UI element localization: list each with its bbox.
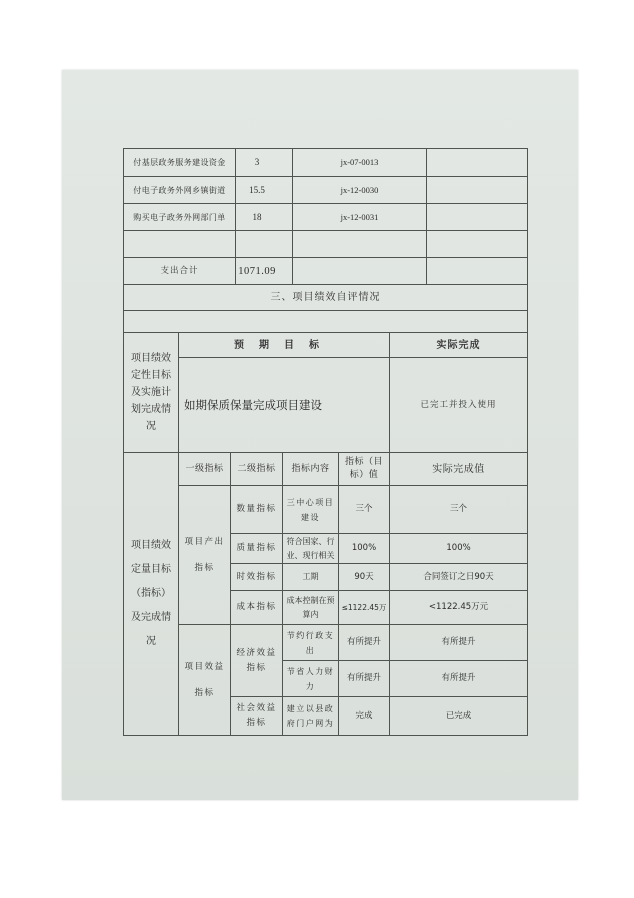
qualitative-content-row xyxy=(124,358,528,453)
indicator-target: 100% xyxy=(339,534,390,564)
actual-completion-text: 已完工并投入使用 xyxy=(390,358,528,453)
expenditure-item: 购买电子政务外网部门单 xyxy=(124,204,236,231)
empty-row xyxy=(124,311,528,333)
section-title-row xyxy=(124,285,528,311)
quantitative-header-row xyxy=(124,453,528,486)
indicator-content: 工期 xyxy=(283,564,339,591)
performance-report-table xyxy=(123,148,527,736)
expenditure-row xyxy=(124,177,528,204)
indicator-actual: 三个 xyxy=(390,486,528,534)
benefit-indicator-tier1: 项目效益指标 xyxy=(179,625,231,736)
indicator-content: 符合国家、行业、现行相关 xyxy=(283,534,339,564)
indicator-target: 完成 xyxy=(339,697,390,736)
expenditure-amount: 3 xyxy=(236,149,293,177)
empty-cell xyxy=(124,311,528,333)
indicator-row xyxy=(124,486,528,534)
expenditure-item: 付基层政务服务建设资金 xyxy=(124,149,236,177)
indicator-tier2: 时效指标 xyxy=(231,564,283,591)
empty-cell xyxy=(236,231,293,258)
voucher-code: jx-12-0030 xyxy=(293,177,427,204)
performance-table xyxy=(123,284,528,736)
qualitative-header-row xyxy=(124,333,528,358)
indicator-content: 建立以县政府门户网为 xyxy=(283,697,339,736)
tier2-header: 二级指标 xyxy=(231,453,283,486)
indicator-content: 成本控制在预算内 xyxy=(283,591,339,625)
indicator-target: 90天 xyxy=(339,564,390,591)
total-amount: 1071.09 xyxy=(236,258,293,285)
actual-value-header: 实际完成值 xyxy=(390,453,528,486)
target-header: 指标（目标）值 xyxy=(339,453,390,486)
indicator-actual: 100% xyxy=(390,534,528,564)
indicator-target: ≤1122.45万 xyxy=(339,591,390,625)
expected-goal-header: 预期目标 xyxy=(179,333,390,358)
indicator-tier2: 数量指标 xyxy=(231,486,283,534)
indicator-actual: 有所提升 xyxy=(390,661,528,697)
indicator-actual: 已完成 xyxy=(390,697,528,736)
expenditure-amount: 18 xyxy=(236,204,293,231)
expenditure-row xyxy=(124,149,528,177)
social-indicator-tier2: 社会效益指标 xyxy=(231,697,283,736)
indicator-tier2: 质量指标 xyxy=(231,534,283,564)
actual-completion-header: 实际完成 xyxy=(390,333,528,358)
content-header: 指标内容 xyxy=(283,453,339,486)
total-row xyxy=(124,258,528,285)
indicator-row xyxy=(124,625,528,661)
expenditure-item: 付电子政务外网乡镇街道 xyxy=(124,177,236,204)
indicator-actual: 合同签订之日90天 xyxy=(390,564,528,591)
indicator-target: 有所提升 xyxy=(339,625,390,661)
indicator-target: 三个 xyxy=(339,486,390,534)
note-cell xyxy=(427,149,528,177)
indicator-content: 节省人力财力 xyxy=(283,661,339,697)
expenditure-row xyxy=(124,204,528,231)
expenditure-amount: 15.5 xyxy=(236,177,293,204)
note-cell xyxy=(427,204,528,231)
indicator-target: 有所提升 xyxy=(339,661,390,697)
voucher-code: jx-12-0031 xyxy=(293,204,427,231)
economic-indicator-tier2: 经济效益指标 xyxy=(231,625,283,697)
empty-row xyxy=(124,231,528,258)
tier1-header: 一级指标 xyxy=(179,453,231,486)
empty-cell xyxy=(427,231,528,258)
indicator-actual: 有所提升 xyxy=(390,625,528,661)
voucher-code: jx-07-0013 xyxy=(293,149,427,177)
indicator-content: 节约行政支出 xyxy=(283,625,339,661)
empty-cell xyxy=(124,231,236,258)
expenditure-table xyxy=(123,148,528,285)
indicator-content: 三中心项目建设 xyxy=(283,486,339,534)
qualitative-goal-label: 项目绩效定性目标及实施计划完成情况 xyxy=(124,333,179,453)
indicator-tier2: 成本指标 xyxy=(231,591,283,625)
output-indicator-tier1: 项目产出指标 xyxy=(179,486,231,625)
indicator-actual: <1122.45万元 xyxy=(390,591,528,625)
section-title: 三、项目绩效自评情况 xyxy=(124,285,528,311)
expected-goal-text: 如期保质保量完成项目建设 xyxy=(179,358,390,453)
empty-cell xyxy=(293,258,427,285)
empty-cell xyxy=(427,258,528,285)
quantitative-goal-label: 项目绩效定量目标（指标）及完成情况 xyxy=(124,453,179,736)
total-label: 支出合计 xyxy=(124,258,236,285)
note-cell xyxy=(427,177,528,204)
empty-cell xyxy=(293,231,427,258)
